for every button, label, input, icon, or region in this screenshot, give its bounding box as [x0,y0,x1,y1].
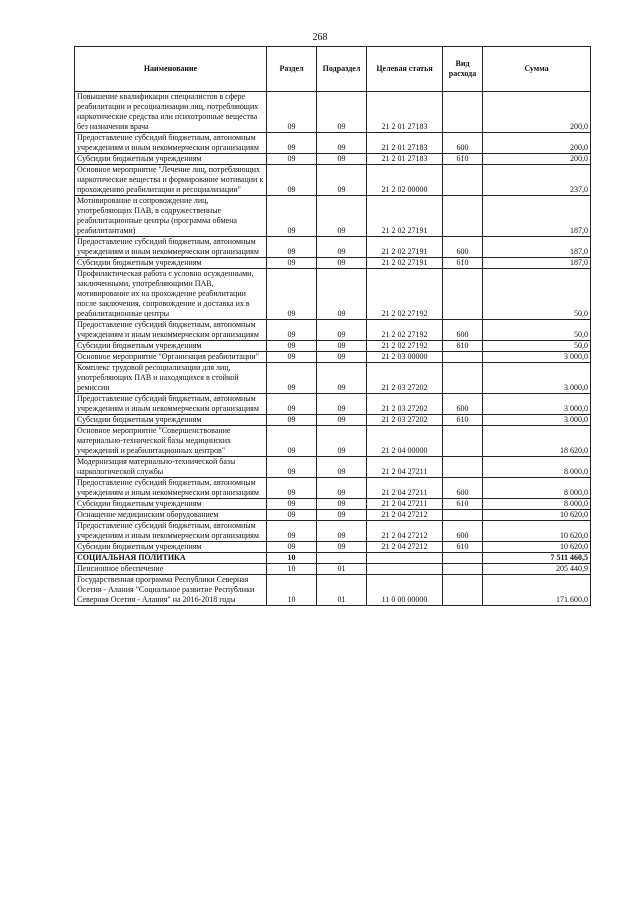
cell-name: СОЦИАЛЬНАЯ ПОЛИТИКА [75,553,267,564]
cell-type [443,352,483,363]
table-row [75,237,591,258]
table-row [75,415,591,426]
cell-name: Субсидии бюджетным учреждениям [75,341,267,352]
cell-subsection: 09 [317,258,367,269]
cell-section: 09 [267,133,317,154]
cell-section: 09 [267,258,317,269]
table-row [75,553,591,564]
cell-target: 21 2 02 27191 [367,258,443,269]
column-header-type: Вид расхода [443,47,483,92]
table-row [75,478,591,499]
cell-type [443,575,483,606]
cell-subsection: 09 [317,269,367,320]
cell-sum: 50,0 [483,320,591,341]
cell-section: 09 [267,165,317,196]
cell-section: 09 [267,394,317,415]
cell-target: 21 2 01 27183 [367,154,443,165]
cell-target: 21 2 04 27212 [367,510,443,521]
cell-section: 09 [267,415,317,426]
cell-type: 610 [443,154,483,165]
cell-subsection: 09 [317,394,367,415]
cell-name: Предоставление субсидий бюджетным, автономным учреждениям и иным некоммерческим организациям [75,237,267,258]
cell-type [443,363,483,394]
table-row [75,499,591,510]
cell-target: 21 2 02 27192 [367,341,443,352]
cell-sum: 7 511 460,5 [483,553,591,564]
cell-target: 21 2 04 27212 [367,521,443,542]
cell-sum: 50,0 [483,341,591,352]
cell-subsection: 09 [317,320,367,341]
table-row [75,457,591,478]
cell-subsection: 09 [317,237,367,258]
table-row [75,341,591,352]
cell-sum: 187,0 [483,258,591,269]
cell-name: Предоставление субсидий бюджетным, автономным учреждениям и иным некоммерческим организациям [75,521,267,542]
cell-target: 21 2 03 27202 [367,394,443,415]
table-row [75,394,591,415]
cell-target: 21 2 04 27211 [367,499,443,510]
cell-type [443,269,483,320]
cell-type: 610 [443,415,483,426]
table-row [75,269,591,320]
cell-section: 09 [267,499,317,510]
cell-name: Повышение квалификации специалистов в сфере реабилитации и ресоциализации лиц, потребляющих наркотические средства или психотропные вещества без назначения врача [75,92,267,133]
cell-type: 610 [443,258,483,269]
cell-subsection: 09 [317,426,367,457]
table-row [75,426,591,457]
cell-section: 09 [267,521,317,542]
cell-section: 09 [267,542,317,553]
cell-sum: 8 000,0 [483,499,591,510]
cell-name: Основное мероприятие "Лечение лиц, потребляющих наркотические вещества и формирование мотивации к прохождению реабилитации и ресоциализации" [75,165,267,196]
cell-sum: 8 000,0 [483,478,591,499]
cell-subsection: 09 [317,341,367,352]
cell-type: 610 [443,499,483,510]
cell-type: 600 [443,478,483,499]
table-row [75,92,591,133]
cell-target: 21 2 04 27211 [367,478,443,499]
cell-subsection: 09 [317,542,367,553]
cell-type: 610 [443,542,483,553]
cell-name: Субсидии бюджетным учреждениям [75,542,267,553]
cell-name: Основное мероприятие "Совершенствование материально-технической базы медицинских учреждений и реабилитационных центров" [75,426,267,457]
cell-name: Предоставление субсидий бюджетным, автономным учреждениям и иным некоммерческим организациям [75,320,267,341]
cell-section: 09 [267,457,317,478]
cell-name: Пенсионное обеспечение [75,564,267,575]
cell-sum: 10 620,0 [483,521,591,542]
cell-subsection: 09 [317,499,367,510]
cell-name: Предоставление субсидий бюджетным, автономным учреждениям и иным некоммерческим организациям [75,478,267,499]
cell-name: Субсидии бюджетным учреждениям [75,258,267,269]
table-row [75,542,591,553]
cell-target: 21 2 02 00000 [367,165,443,196]
cell-subsection: 09 [317,457,367,478]
cell-name: Профилактическая работа с условно осужденными, заключенными, употребляющими ПАВ, мотивирование их на прохождение реабилитации после заключения, сопровождение и доставка их в реабилитационные центры [75,269,267,320]
column-header-target: Целевая статья [367,47,443,92]
cell-type [443,553,483,564]
cell-sum: 3 000,0 [483,394,591,415]
cell-type [443,457,483,478]
cell-subsection: 09 [317,133,367,154]
cell-target: 21 2 02 27191 [367,237,443,258]
cell-target: 21 2 03 27202 [367,415,443,426]
cell-section: 09 [267,154,317,165]
cell-subsection: 09 [317,521,367,542]
cell-target [367,553,443,564]
cell-type: 600 [443,237,483,258]
cell-sum: 50,0 [483,269,591,320]
cell-target [367,564,443,575]
column-header-section: Раздел [267,47,317,92]
table-row [75,165,591,196]
cell-subsection: 09 [317,352,367,363]
cell-type [443,426,483,457]
cell-type [443,564,483,575]
cell-section: 09 [267,341,317,352]
cell-name: Предоставление субсидий бюджетным, автономным учреждениям и иным некоммерческим организациям [75,133,267,154]
cell-section: 10 [267,553,317,564]
cell-target: 21 2 01 27183 [367,133,443,154]
cell-type: 600 [443,133,483,154]
cell-section: 09 [267,352,317,363]
cell-subsection: 09 [317,165,367,196]
cell-sum: 3 000,0 [483,363,591,394]
cell-name: Модернизация материально-технической базы наркологической службы [75,457,267,478]
cell-target: 21 2 02 27191 [367,196,443,237]
cell-type [443,196,483,237]
cell-sum: 200,0 [483,133,591,154]
table-row [75,258,591,269]
cell-sum: 3 000,0 [483,352,591,363]
cell-type: 600 [443,394,483,415]
cell-sum: 18 620,0 [483,426,591,457]
cell-type: 610 [443,341,483,352]
cell-name: Субсидии бюджетным учреждениям [75,499,267,510]
cell-section: 09 [267,320,317,341]
cell-target: 21 2 04 27211 [367,457,443,478]
cell-sum: 10 620,0 [483,510,591,521]
cell-subsection: 01 [317,575,367,606]
cell-name: Субсидии бюджетным учреждениям [75,154,267,165]
cell-name: Оснащение медицинским оборудованием [75,510,267,521]
cell-section: 09 [267,196,317,237]
cell-section: 09 [267,510,317,521]
cell-target: 21 2 01 27183 [367,92,443,133]
cell-section: 10 [267,564,317,575]
cell-subsection: 09 [317,478,367,499]
cell-target: 21 2 03 27202 [367,363,443,394]
cell-sum: 3 000,0 [483,415,591,426]
cell-section: 09 [267,237,317,258]
cell-sum: 171 600,0 [483,575,591,606]
cell-section: 10 [267,575,317,606]
cell-target: 21 2 03 00000 [367,352,443,363]
table-row [75,320,591,341]
cell-subsection: 09 [317,196,367,237]
cell-name: Государственная программа Республики Северная Осетия - Алания "Социальное развитие Республики Северная Осетия - Алания" на 2016-2018 годы [75,575,267,606]
cell-name: Мотивирование и сопровождение лиц, употребляющих ПАВ, в содружественные реабилитационные центры (программа обмена реабилитантами) [75,196,267,237]
cell-section: 09 [267,269,317,320]
page-number: 268 [312,32,328,43]
budget-table [74,46,591,606]
cell-sum: 8 000,0 [483,457,591,478]
cell-target: 21 2 04 00000 [367,426,443,457]
cell-section: 09 [267,92,317,133]
column-header-name: Наименование [75,47,267,92]
table-header-row [75,47,591,92]
cell-subsection: 01 [317,564,367,575]
cell-sum: 187,0 [483,237,591,258]
cell-sum: 200,0 [483,154,591,165]
table-row [75,575,591,606]
table-row [75,154,591,165]
cell-section: 09 [267,363,317,394]
cell-sum: 200,0 [483,92,591,133]
cell-name: Предоставление субсидий бюджетным, автономным учреждениям и иным некоммерческим организациям [75,394,267,415]
cell-subsection: 09 [317,154,367,165]
cell-sum: 237,0 [483,165,591,196]
table-row [75,196,591,237]
cell-type [443,92,483,133]
cell-section: 09 [267,426,317,457]
table-row [75,352,591,363]
cell-section: 09 [267,478,317,499]
cell-type [443,165,483,196]
cell-subsection: 09 [317,415,367,426]
table-row [75,510,591,521]
cell-sum: 10 620,0 [483,542,591,553]
cell-name: Основное мероприятие "Организация реабилитации" [75,352,267,363]
table-row [75,133,591,154]
table-row [75,521,591,542]
cell-name: Субсидии бюджетным учреждениям [75,415,267,426]
cell-type: 600 [443,320,483,341]
cell-name: Комплекс трудовой ресоциализации для лиц, употребляющих ПАВ и находящихся в стойкой ремиссии [75,363,267,394]
cell-sum: 187,0 [483,196,591,237]
column-header-sum: Сумма [483,47,591,92]
column-header-subsection: Подраздел [317,47,367,92]
cell-subsection [317,553,367,564]
cell-subsection: 09 [317,510,367,521]
cell-subsection: 09 [317,92,367,133]
cell-type: 600 [443,521,483,542]
cell-target: 21 2 02 27192 [367,320,443,341]
cell-type [443,510,483,521]
table-row [75,564,591,575]
cell-target: 21 2 02 27192 [367,269,443,320]
cell-sum: 205 440,9 [483,564,591,575]
table-row [75,363,591,394]
cell-target: 21 2 04 27212 [367,542,443,553]
cell-subsection: 09 [317,363,367,394]
cell-target: 11 0 00 00000 [367,575,443,606]
